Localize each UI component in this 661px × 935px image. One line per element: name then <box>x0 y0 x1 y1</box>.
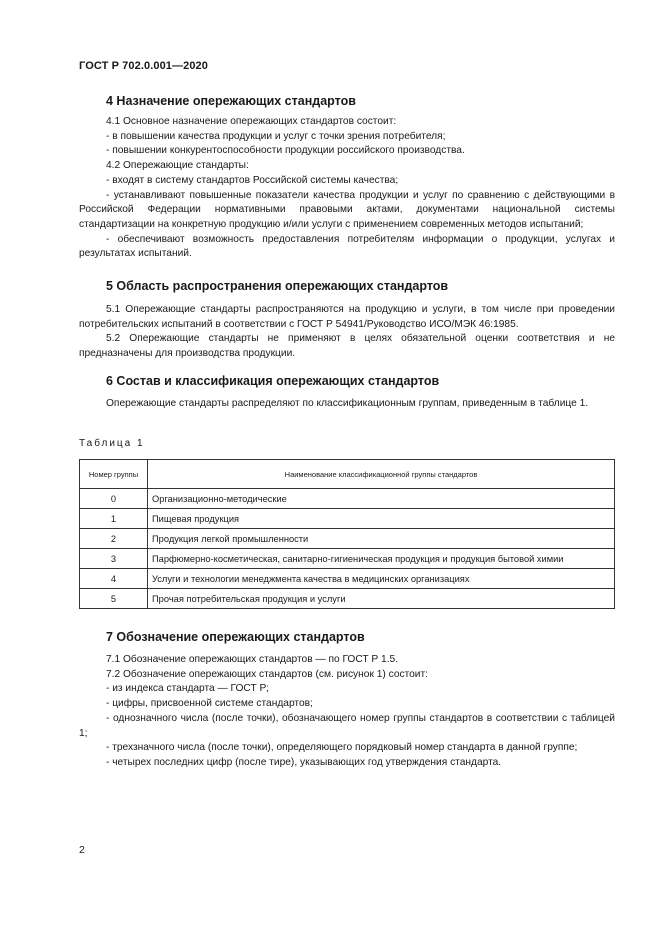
list-item: - четырех последних цифр (после тире), указывающих год утверждения стандарта. <box>106 756 502 768</box>
section-7-body <box>79 653 615 771</box>
list-item: - устанавливают повышенные показатели качества продукции и услуг по сравнению с действующими в Российской Федерации нормативными правовыми актами, документами национальной системы стандартизации на конкретную продукцию и/или услуги с применением современных методов испытаний; <box>79 189 615 230</box>
group-number: 2 <box>80 529 148 549</box>
document-header: ГОСТ Р 702.0.001—2020 <box>79 60 208 72</box>
section-6-title: 6 Состав и классификация опережающих стандартов <box>106 374 440 388</box>
table-row <box>80 569 615 589</box>
group-name: Прочая потребительская продукция и услуги <box>148 589 615 609</box>
group-number: 1 <box>80 509 148 529</box>
paragraph: 4.1 Основное назначение опережающих стандартов состоит: <box>106 116 397 127</box>
group-number: 3 <box>80 549 148 569</box>
group-number: 5 <box>80 589 148 609</box>
group-name: Пищевая продукция <box>148 509 615 529</box>
list-item: - из индекса стандарта — ГОСТ Р; <box>106 683 269 695</box>
section-4-body <box>79 115 615 262</box>
section-7-title: 7 Обозначение опережающих стандартов <box>106 630 365 644</box>
column-header-number: Номер группы <box>80 460 148 489</box>
list-item: - входят в систему стандартов Российской системы качества; <box>106 174 399 186</box>
section-5-body <box>79 303 615 362</box>
section-5-title: 5 Область распространения опережающих стандартов <box>106 279 449 293</box>
page-number: 2 <box>79 844 85 856</box>
paragraph: Опережающие стандарты распределяют по классификационным группам, приведенным в таблице 1. <box>106 398 589 409</box>
section-6-body <box>79 397 615 412</box>
paragraph: 7.2 Обозначение опережающих стандартов (см. рисунок 1) состоит: <box>106 668 428 680</box>
table-row <box>80 589 615 609</box>
paragraph: 5.2 Опережающие стандарты не применяют в целях обязательной оценки соответствия и не предназначены для производства продукции. <box>79 333 615 360</box>
classification-table <box>79 459 615 609</box>
table-row <box>80 529 615 549</box>
group-name: Организационно-методические <box>148 489 615 509</box>
paragraph: 4.2 Опережающие стандарты: <box>106 160 249 172</box>
list-item: - обеспечивают возможность предоставления потребителям информации о продукции, услугах и результатах испытаний. <box>79 233 615 260</box>
list-item: - однозначного числа (после точки), обозначающего номер группы стандартов в соответствии с таблицей 1; <box>79 712 615 739</box>
table-caption: Таблица 1 <box>79 438 145 449</box>
list-item: - цифры, присвоенной системе стандартов; <box>106 698 313 710</box>
table-row <box>80 549 615 569</box>
section-4-title: 4 Назначение опережающих стандартов <box>106 94 356 108</box>
paragraph: 7.1 Обозначение опережающих стандартов — по ГОСТ Р 1.5. <box>106 654 399 665</box>
list-item: - в повышении качества продукции и услуг с точки зрения потребителя; <box>106 130 446 142</box>
list-item: - повышении конкурентоспособности продукции российского производства. <box>106 145 465 157</box>
group-number: 4 <box>80 569 148 589</box>
list-item: - трехзначного числа (после точки), определяющего порядковый номер стандарта в данной группе; <box>106 742 578 754</box>
group-number: 0 <box>80 489 148 509</box>
paragraph: 5.1 Опережающие стандарты распространяются на продукцию и услуги, в том числе при проведении потребительских испытаний в соответствии с ГОСТ Р 54941/Руководство ИСО/МЭК 46:1985. <box>79 304 615 330</box>
group-name: Услуги и технологии менеджмента качества в медицинских организациях <box>148 569 615 589</box>
table-header-row <box>80 460 615 489</box>
table-row <box>80 489 615 509</box>
table-row <box>80 509 615 529</box>
group-name: Продукция легкой промышленности <box>148 529 615 549</box>
column-header-name: Наименование классификационной группы стандартов <box>148 460 615 489</box>
group-name: Парфюмерно-косметическая, санитарно-гигиеническая продукция и продукция бытовой химии <box>148 549 615 569</box>
